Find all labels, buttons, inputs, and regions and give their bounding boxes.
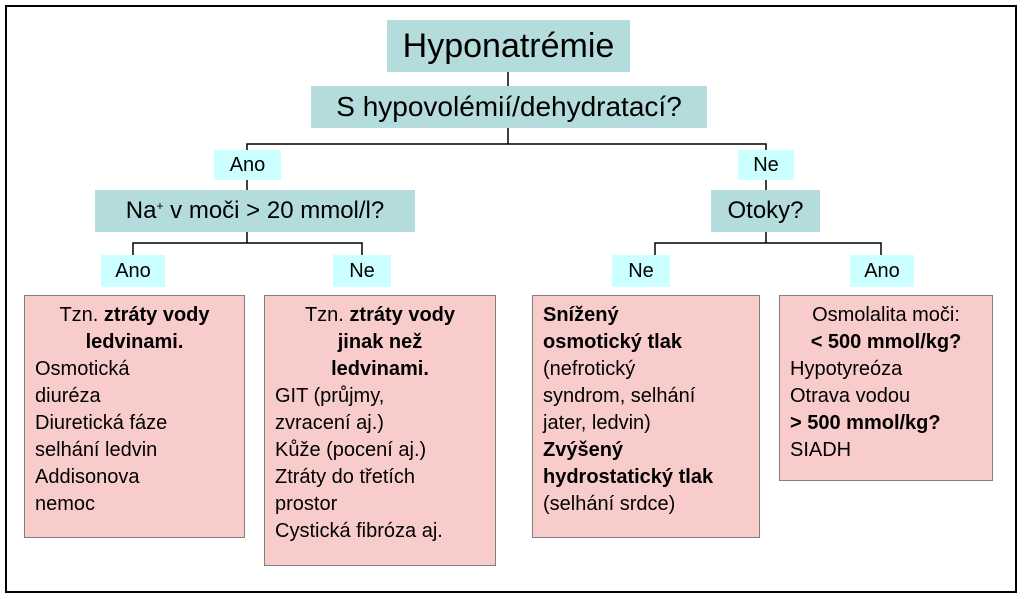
left-yes-label: Ano: [101, 255, 165, 287]
list-item: nemoc: [35, 493, 96, 515]
right-question-box: [711, 190, 820, 232]
left-question: Na+ v moči > 20 mmol/l?: [125, 197, 385, 224]
list-item: zvracení aj.): [275, 412, 384, 434]
list-item: Kůže (pocení aj.): [275, 439, 427, 461]
list-item: Addisonova: [35, 466, 140, 488]
right-question: Otoky?: [727, 197, 804, 224]
right-branch-label-text: Ne: [753, 153, 779, 176]
right-no-label: Ne: [612, 255, 670, 287]
list-item: Ztráty do třetích: [275, 466, 416, 488]
left-no-label: Ne: [333, 255, 391, 287]
root-title: Hyponatrémie: [402, 26, 615, 65]
left-branch-label: [214, 150, 281, 180]
list-item: prostor: [275, 493, 338, 515]
root-title-box: [387, 20, 630, 72]
list-item: diuréza: [35, 385, 101, 407]
renal-loss-box: Tzn. ztráty vody ledvinami. Osmotická diuréza Diuretická fáze selhání ledvin Addisonova nemoc: [24, 295, 245, 538]
left-branch-label-text: Ano: [229, 153, 266, 176]
root-question: S hypovolémií/dehydratací?: [336, 91, 682, 122]
list-item: Cystická fibróza aj.: [275, 520, 443, 542]
list-item: Osmotická: [35, 358, 130, 380]
left-question-box: [95, 190, 415, 232]
list-item: GIT (průjmy,: [275, 385, 385, 407]
right-branch-label: [738, 150, 794, 180]
edema-box: Snížený osmotický tlak (nefrotický syndrom, selhání jater, ledvin) Zvýšený hydrostatický tlak (selhání srdce): [532, 295, 760, 538]
list-item: Diuretická fáze: [35, 412, 168, 434]
list-item: selhání ledvin: [35, 439, 158, 461]
osmolality-box: Osmolalita moči: < 500 mmol/kg? Hypotyreóza Otrava vodou > 500 mmol/kg? SIADH: [779, 295, 993, 481]
root-question-box: [311, 86, 707, 128]
right-yes-label: Ano: [850, 255, 914, 287]
extrarenal-loss-heading: Tzn. ztráty vody: [304, 304, 456, 326]
renal-loss-heading: Tzn. ztráty vody: [59, 304, 210, 326]
extrarenal-loss-box: Tzn. ztráty vody jinak než ledvinami. GIT (průjmy, zvracení aj.) Kůže (pocení aj.) Ztráty do třetích prostor Cystická fibróza aj.: [264, 295, 496, 566]
